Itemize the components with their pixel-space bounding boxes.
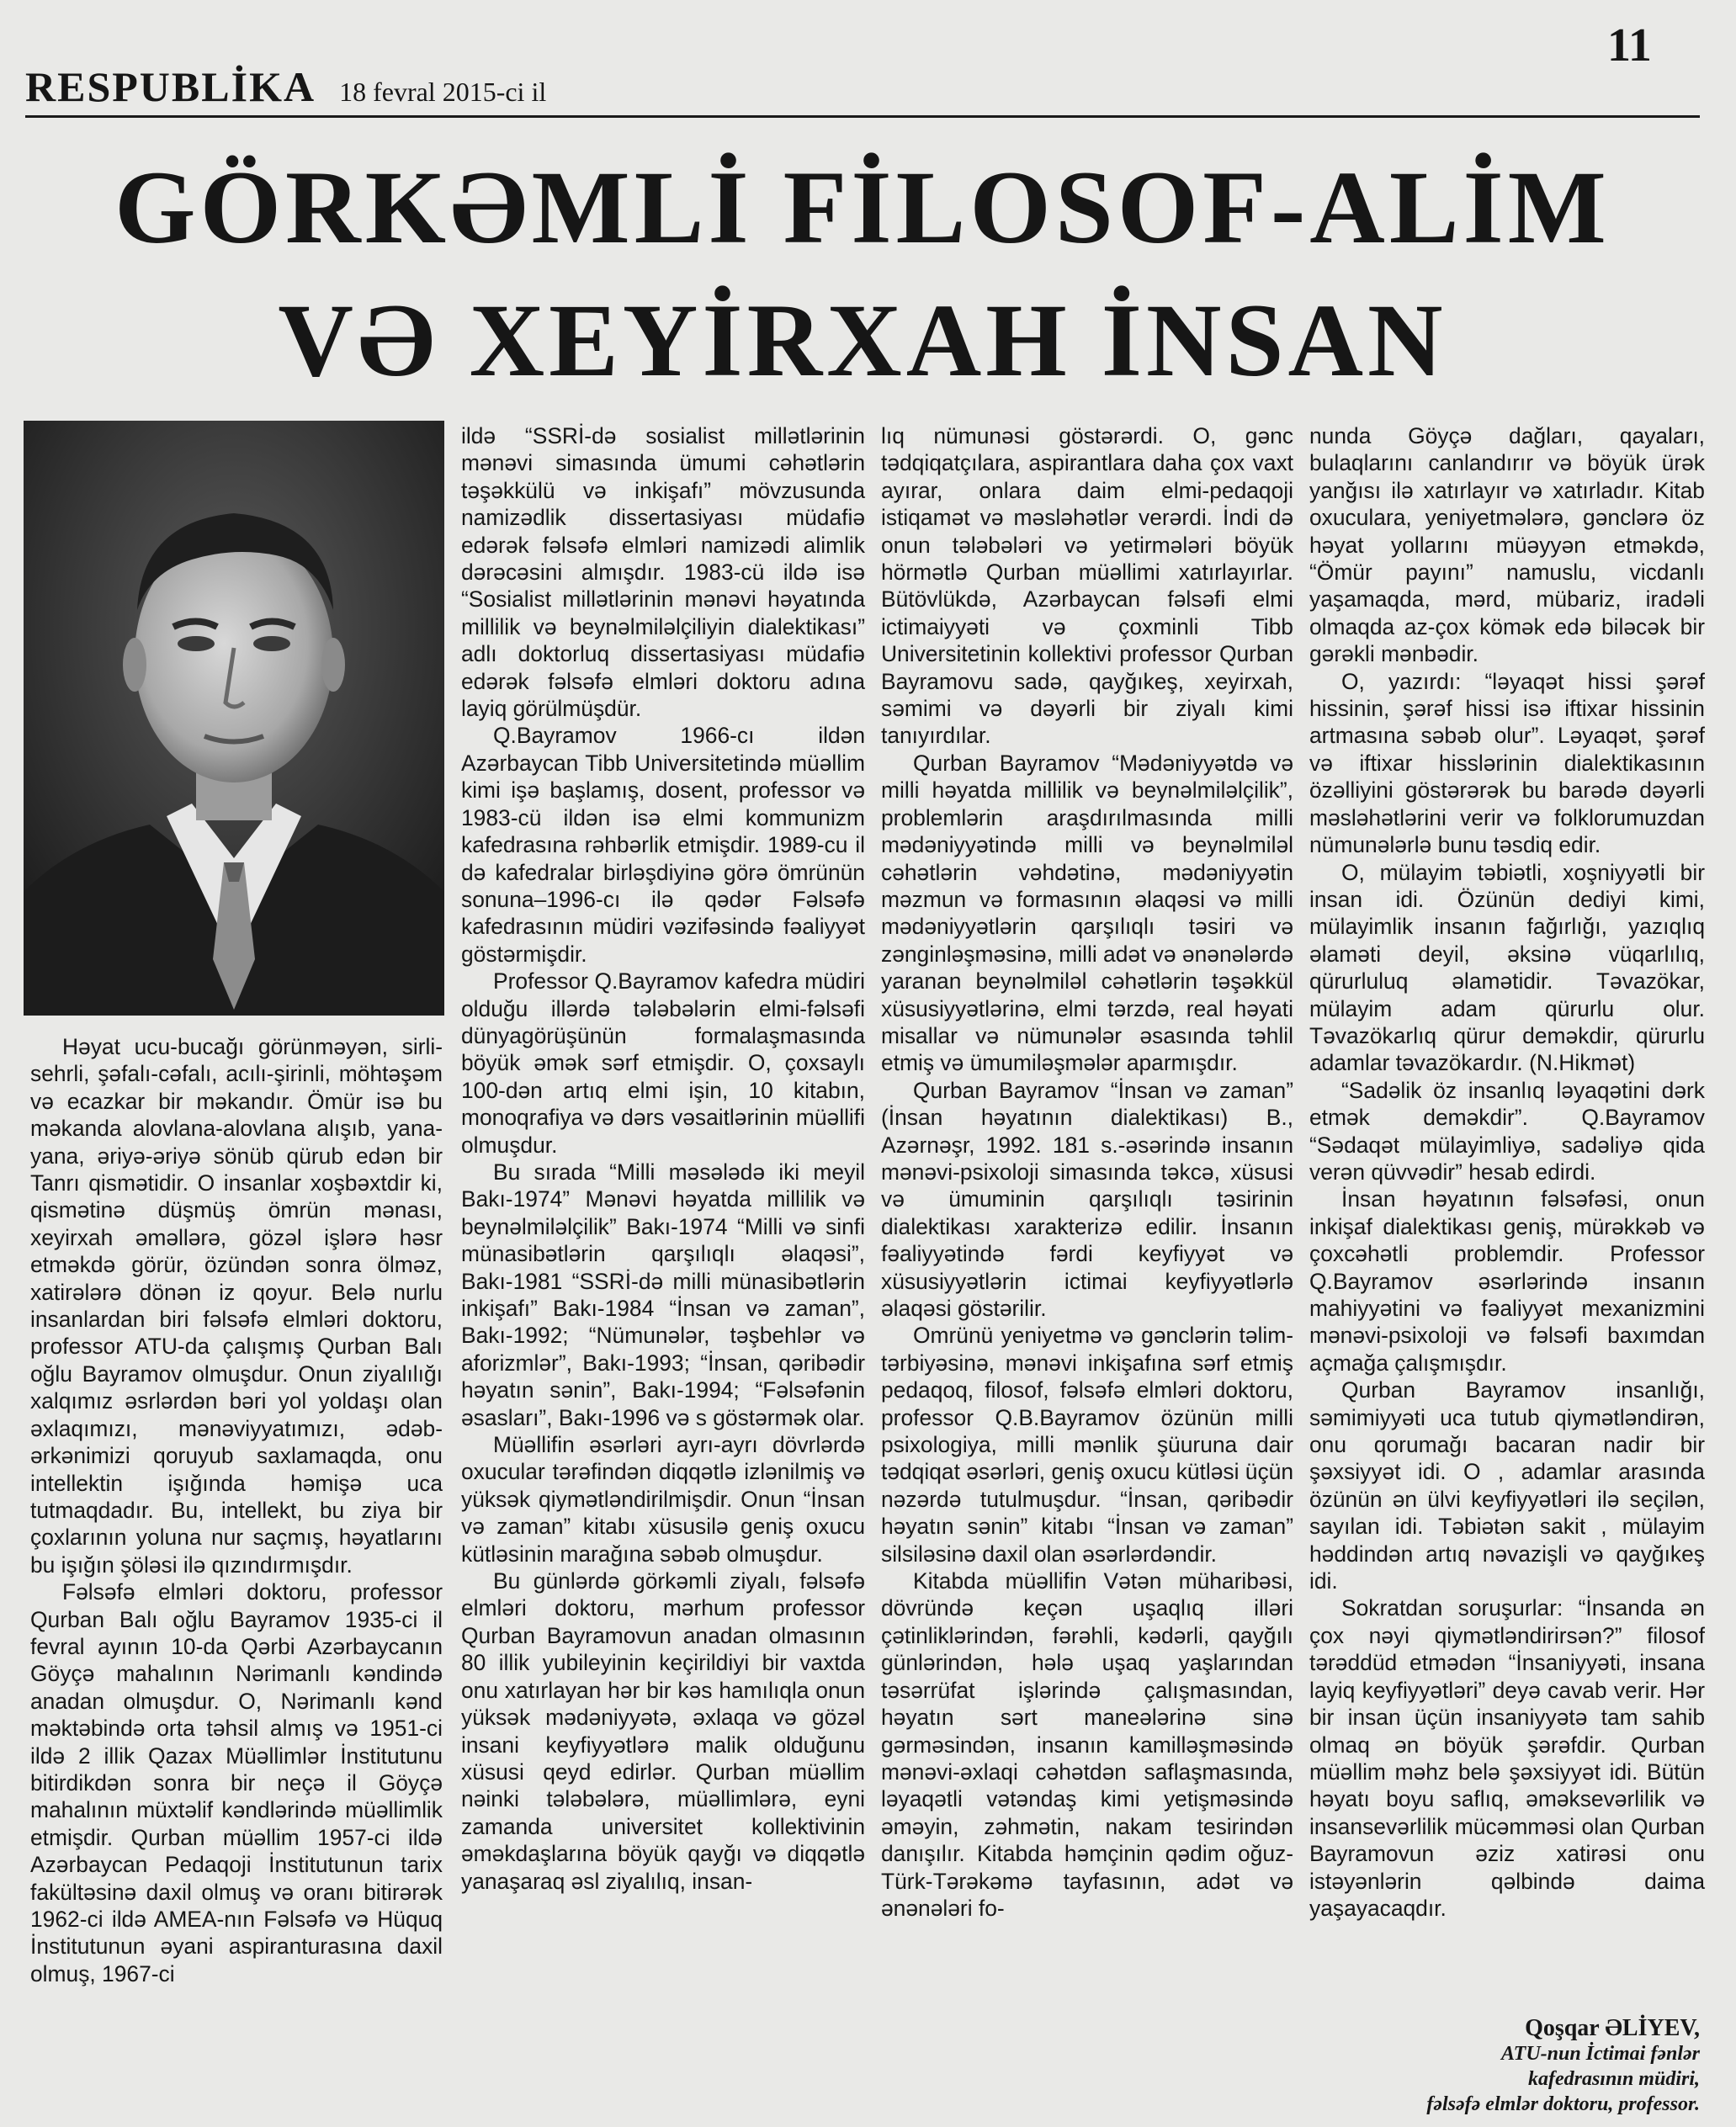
paragraph: Bu günlərdə görkəmli ziyalı, fəlsəfə elmləri doktoru, mərhum professor Qurban Bayramovun anadan olmasının 80 illik yubileyinin keçirildiyi bir vaxtda onu xatırlayan hər bir kəs hamılıqla onun yüksək mədəniyyətə, əxlaqa və gözəl insani keyfiyyətlərə malik olduğunu xüsusi qeyd edirlər. Qurban müəllim nəinki tələbələrə, müəllimlərə, eyni zamanda universitet kollektivinin əməkdaşlarına böyük qayğı və diqqətlə yanaşaraq əsl ziyalılıq, insan- (461, 1568, 865, 1894)
page-number: 11 (1607, 19, 1652, 72)
paragraph: İnsan həyatının fəlsəfəsi, onun inkişaf dialektikası geniş, mürəkkəb və çoxcəhətli problemdir. Professor Q.Bayramov əsərlərində insanın mahiyyətini və fəaliyyət mexanizmini mənəvi-psixoloji və fəlsəfi baxımdan açmağa çalışmışdır. (1309, 1186, 1705, 1376)
article-column-3 (881, 422, 1293, 1922)
paragraph: Sokratdan soruşurlar: “İnsanda ən çox nəyi qiymətləndirirsən?” filosof tərəddüd etmədən “İnsaniyyəti, insana layiq keyfiyyətləri” deyə cavab verir. Hər bir insan üçün insaniyyətə tam sahib olmaq ən böyük şərəfdir. Qurban müəllim məhz belə şəxsiyyət idi. Bütün həyatı boyu saflıq, əməksevərlilik və insansevərlilik mücəmməsi olan Qurban Bayramovun əziz xatirəsi onu istəyənlərin qəlbində daima yaşayacaqdır. (1309, 1595, 1705, 1921)
masthead (25, 59, 1700, 118)
article-column-4 (1309, 422, 1705, 1922)
paragraph: Omrünü yeniyetmə və gənclərin təlim-tərbiyəsinə, mənəvi inkişafına sərf etmiş pedaqoq, filosof, fəlsəfə elmləri doktoru, professor Q.B.Bayramov özünün milli psixologiya, milli mənlik şüuruna dair tədqiqat əsərləri, geniş oxucu kütləsi üçün nəzərdə tutulmuşdur. “İnsan, qəribədir həyatın sənin” kitabı “İnsan və zaman” silsiləsinə daxil olan əsərlərdəndir. (881, 1323, 1293, 1567)
paragraph: Fəlsəfə elmləri doktoru, professor Qurban Balı oğlu Bayramov 1935-ci il fevral ayının 10-da Qərbi Azərbaycanın Göyçə mahalının Nərimanlı kəndində anadan olmuşdur. O, Nərimanlı kənd məktəbində orta təhsil almış və 1951-ci ildə 2 illik Qazax Müəllimlər İnstitutunu bitirdikdən sonra bir neçə il Göyçə mahalının müxtəlif kəndlərində müəllimlik etmişdir. Qurban müəllim 1957-ci ildə Azərbaycan Pedaqoji İnstitutunun tarix fakültəsinə daxil olmuş və oranı bitirərək 1962-ci ildə AMEA-nın Fəlsəfə və Hüquq İnstitutunun əyani aspiranturasına daxil olmuş, 1967-ci (30, 1579, 443, 1986)
newspaper-name: RESPUBLİKA (25, 63, 316, 110)
article-column-2 (461, 422, 865, 1895)
author-signature (1380, 2016, 1700, 2117)
paragraph: Qurban Bayramov “Mədəniyyətdə və milli həyatda millilik və beynəlmiləlçilik”, problemlərin araşdırılmasında milli mədəniyyətində milli və beynəlmiləl cəhətlərin vəhdətinə, mədəniyyətin məzmun və formasının əlaqəsi və milli mədəniyyətlərin qarşılıqlı təsiri və zənginləşməsinə, milli adət və ənənələrdə yaranan beynəlmiləl cəhətlərin təşəkkül xüsusiyyətlərinə, elmi tərzdə, real həyati misallar və nümunələr əsasında təhlil etmiş və ümumiləşmələr aparmışdır. (881, 750, 1293, 1076)
author-name: Qoşqar ƏLİYEV, (1525, 2015, 1700, 2041)
paragraph: Professor Q.Bayramov kafedra müdiri olduğu illərdə tələbələrin elmi-fəlsəfi dünyagörüşünün formalaşmasında böyük əmək sərf etmişdir. O, çoxsaylı 100-dən artıq elmi işin, 10 kitabın, monoqrafiya və dərs vəsaitlərinin müəllifi olmuşdur. (461, 968, 865, 1158)
headline-line-2: VƏ XEYİRXAH İNSAN (278, 283, 1447, 398)
paragraph: Bu sırada “Milli məsələdə iki meyil Bakı-1974” Mənəvi həyatda millilik və beynəlmiləlçilik” Bakı-1974 “Milli və sinfi münasibətlərin qarşılıqlı əlaqəsi”, Bakı-1981 “SSRİ-də milli münasibətlərin inkişafı” Bakı-1984 “İnsan və zaman”, Bakı-1992; “Nümunələr, təşbehlər və aforizmlər”, Bakı-1993; “İnsan, qəribədir həyatın sənin”, Bakı-1994; “Fəlsəfənin əsasları”, Bakı-1996 və s göstərmək olar. (461, 1159, 865, 1430)
paragraph: Müəllifin əsərləri ayrı-ayrı dövrlərdə oxucular tərəfindən diqqətlə izlənilmiş və yüksək qiymətləndirilmişdir. Onun “İnsan və zaman” kitabı xüsusilə geniş oxucu kütləsinin marağına səbəb olmuşdur. (461, 1432, 865, 1567)
paragraph: “Sadəlik öz insanlıq ləyaqətini dərk etmək deməkdir”. Q.Bayramov “Sədaqət mülayimliyə, sadəliyə qida verən qüvvədir” hesab edirdi. (1309, 1077, 1705, 1185)
headline-line-1: GÖRKƏMLİ FİLOSOF-ALİM (114, 150, 1611, 265)
author-position-line: kafedrasının müdiri, (1527, 2068, 1700, 2090)
issue-date: 18 fevral 2015-ci il (339, 77, 547, 107)
author-position-line: fəlsəfə elmlər doktoru, professor. (1426, 2093, 1700, 2115)
author-position-line: ATU-nun İctimai fənlər (1500, 2043, 1700, 2065)
paragraph: Qurban Bayramov “İnsan və zaman” (İnsan həyatının dialektikası) B., Azərnəşr, 1992. 181 s.-əsərində insanın mənəvi-psixoloji simasında təkcə, xüsusi və ümuminin qarşılıqlı təsirinin dialektikası xarakterizə edilir. İnsanın fəaliyyətində fərdi keyfiyyət və xüsusiyyətlərin ictimai keyfiyyətlərlə əlaqəsi göstərilir. (881, 1077, 1293, 1321)
paragraph: Kitabda müəllifin Vətən müharibəsi, dövründə keçən uşaqlıq illəri çətinliklərindən, fərəhli, kədərli, qayğılı günlərindən, hələ uşaq yaşlarından təsərrüfat işlərində çalışmasından, həyatın sərt maneələrinə sinə gərməsindən, insanın kamilləşməsində mənəvi-əxlaqi cəhətdən saflaşmasında, ləyaqətli vətəndaş kimi yetişməsində əməyin, zəhmətin, nakam tesirindən danışılır. Kitabda həmçinin qədim oğuz-Türk-Tərəkəmə tayfasının, adət və ənənələri fo- (881, 1568, 1293, 1921)
paragraph: nunda Göyçə dağları, qayaları, bulaqlarını canlandırır və böyük ürək yanğısı ilə xatırlayır və xatırladır. Kitab oxuculara, yeniyetmələrə, gənclərə öz həyat yollarını müəyyən etməkdə, “Ömür payını” namuslu, vicdanlı yaşamaqda, mərd, mübariz, iradəli olmaqda az-çox kömək edə biləcək bir gərəkli mənbədir. (1309, 423, 1705, 667)
paragraph: lıq nümunəsi göstərərdi. O, gənc tədqiqatçılara, aspirantlara daha çox vaxt ayırar, onlara daim elmi-pedaqoji istiqamət və məsləhətlər verərdi. İndi də onun tələbələri və yetirmələri böyük hörmətlə Qurban müəllimi xatırlayırlar. Bütövlükdə, Azərbaycan fəlsəfi elmi ictimaiyyəti və çoxminli Tibb Universitetinin kollektivi professor Qurban Bayramovu sadə, qayğıkeş, xeyirxah, səmimi və dəyərli bir ziyalı kimi tanıyırdılar. (881, 423, 1293, 749)
paragraph: O, yazırdı: “ləyaqət hissi şərəf hissinin, şərəf hissi isə iftixar hissinin artmasına səbəb olur”. Ləyaqət, şərəf və iftixar hisslərinin dialektikasının özəlliyini göstərərək bu barədə dəyərli məsləhətlərini verir və folklorumuzdan nümunələrlə bunu təsdiq edir. (1309, 668, 1705, 858)
paragraph: O, mülayim təbiətli, xoşniyyətli bir insan idi. Özünün dediyi kimi, mülayimlik insanın fağırlığı, yazıqlıq əlaməti deyil, əksinə vüqarlılıq, qürurluluq əlamətidir. Təvazökar, mülayim adam qürurlu olur. Təvazökarlıq qürur deməkdir, qürurlu adamlar təvazökardır. (N.Hikmət) (1309, 859, 1705, 1076)
paragraph: Qurban Bayramov insanlığı, səmimiyyəti uca tutub qiymətləndirən, onu qorumağı bacaran nadir bir şəxsiyyət idi. O , adamlar arasında özünün ən ülvi keyfiyyətləri ilə seçilən, sayılan idi. Təbiətən sakit , mülayim həddindən artıq nəvazişli və qayğıkeş idi. (1309, 1377, 1705, 1594)
article-column-1 (30, 1033, 443, 1987)
paragraph: Q.Bayramov 1966-cı ildən Azərbaycan Tibb Universitetində müəllim kimi işə başlamış, dosent, professor və 1983-cü ildən isə elmi kommunizm kafedrasına rəhbərlik etmişdir. 1989-cu il də kafedralar birləşdiyinə görə ömrünün sonuna–1996-cı ilə qədər Fəlsəfə kafedrasının müdiri vəzifəsində fəaliyyət göstərmişdir. (461, 723, 865, 967)
paragraph: ildə “SSRİ-də sosialist millətlərinin mənəvi simasında ümumi cəhətlərin təşəkkülü və inkişafı” mövzusunda namizədlik dissertasiyası müdafiə edərək fəlsəfə elmləri namizədi alimlik dərəcəsini almışdır. 1983-cü ildə isə “Sosialist millətlərinin mənəvi həyatında millilik və beynəlmiləlçiliyin dialektikası” adlı doktorluq dissertasiyası müdafiə edərək fəlsəfə elmləri doktoru adına layiq görülmüşdür. (461, 423, 865, 722)
paragraph: Həyat ucu-bucağı görünməyən, sirli-sehrli, şəfalı-cəfalı, acılı-şirinli, möhtəşəm və ecazkar bir məkandır. Ömür isə bu məkanda alovlana-alovlana alışıb, yana-yana, əriyə-əriyə sönüb qürub edən bir Tanrı qismətidir. O insanlar xoşbəxtdir ki, qismətinə düşmüş ömrün mənası, xeyirxah əməllərə, gözəl işlərə həsr etməkdə görür, özündən sonra ölməz, xatirələrə dönən iz qoyur. Belə nurlu insanlardan biri fəlsəfə elmləri doktoru, professor ATU-da çalışmış Qurban Balı oğlu Bayramov olmuşdur. Onun ziyalılığı xalqımız əsrlərdən bəri yol yoldaşı olan əxlaqımızı, mənəviyyatımızı, ədəb-ərkənimizi qoruyub saxlamaqda, onu intellektin işığında həmişə uca tutmaqdadır. Bu, intellekt, bu ziya bir çoxlarının yoluna nur saçmış, həyatlarını bu işığın şöləsi ilə qızındırmışdır. (30, 1034, 443, 1578)
portrait-photo (24, 421, 444, 1016)
article-headline (25, 141, 1700, 407)
